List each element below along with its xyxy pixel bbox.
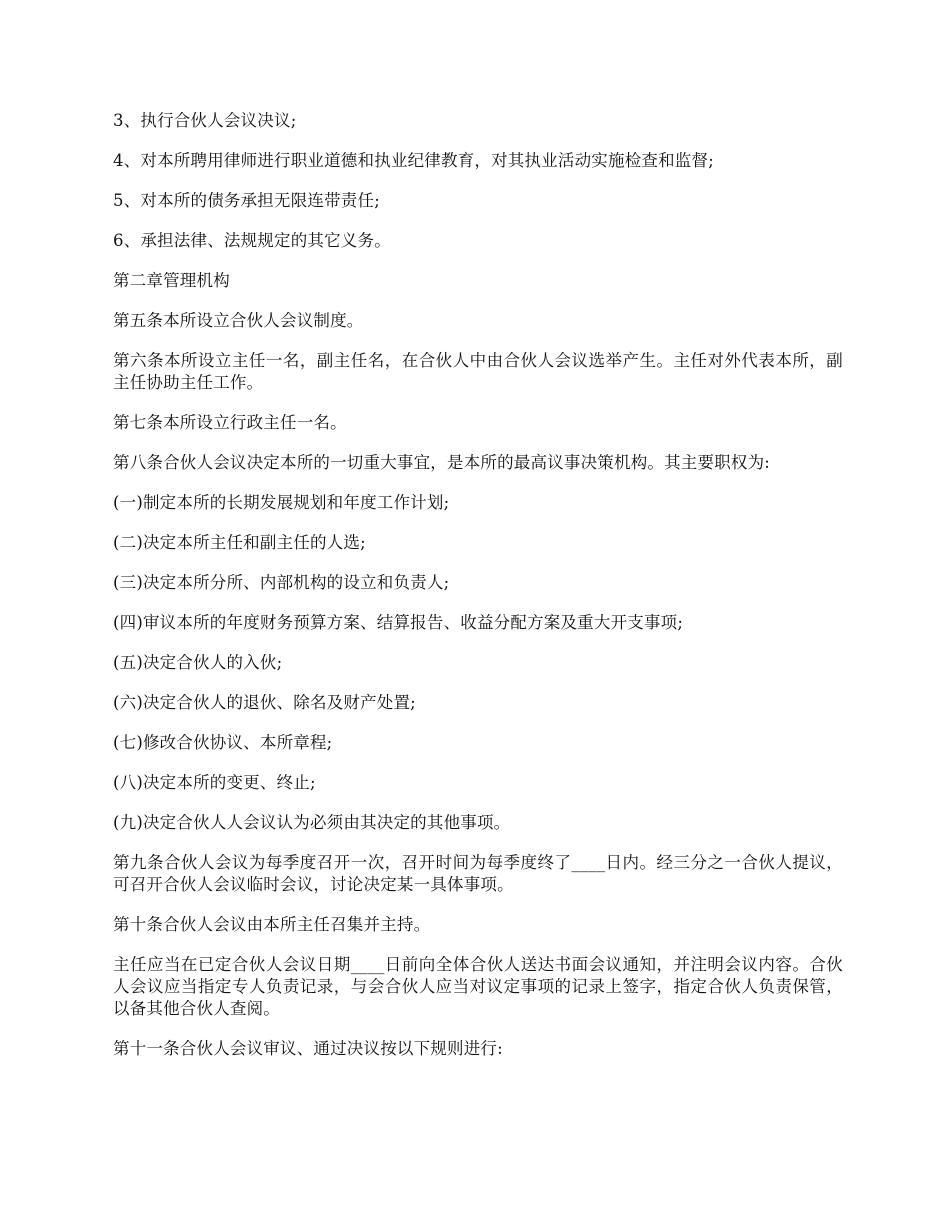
paragraph-4: 6、承担法律、法规规定的其它义务。 — [113, 231, 391, 250]
article-11: 第十一条合伙人会议审议、通过决议按以下规则进行: — [113, 1039, 503, 1058]
document-page — [113, 110, 843, 1078]
article-10: 第十条合伙人会议由本所主任召集并主持。 — [113, 915, 431, 934]
power-item-2: (二)决定本所主任和副主任的人选; — [113, 533, 366, 552]
power-item-4: (四)审议本所的年度财务预算方案、结算报告、收益分配方案及重大开支事项; — [113, 613, 684, 632]
article-9: 第九条合伙人会议为每季度召开一次，召开时间为每季度终了____日内。经三分之一合伙人提议，可召开合伙人会议临时会议，讨论决定某一具体事项。 — [113, 853, 843, 894]
article-6: 第六条本所设立主任一名，副主任名，在合伙人中由合伙人会议选举产生。主任对外代表本所，副主任协助主任工作。 — [113, 351, 843, 392]
power-item-6: (六)决定合伙人的退伙、除名及财产处置; — [113, 693, 416, 712]
article-8: 第八条合伙人会议决定本所的一切重大事宜，是本所的最高议事决策机构。其主要职权为: — [113, 453, 771, 472]
power-item-1: (一)制定本所的长期发展规划和年度工作计划; — [113, 493, 450, 512]
power-item-9: (九)决定合伙人人会议认为必须由其决定的其他事项。 — [113, 813, 511, 832]
power-item-5: (五)决定合伙人的入伙; — [113, 653, 283, 672]
power-item-7: (七)修改合伙协议、本所章程; — [113, 733, 333, 752]
paragraph-1: 3、执行合伙人会议决议; — [113, 111, 297, 130]
power-item-8: (八)决定本所的变更、终止; — [113, 773, 316, 792]
chapter-heading: 第二章管理机构 — [113, 271, 230, 290]
paragraph-3: 5、对本所的债务承担无限连带责任; — [113, 191, 380, 210]
power-item-3: (三)决定本所分所、内部机构的设立和负责人; — [113, 573, 450, 592]
meeting-notice-paragraph: 主任应当在已定合伙人会议日期____日前向全体合伙人送达书面会议通知，并注明会议内容。合伙人会议应当指定专人负责记录，与会合伙人应当对议定事项的记录上签字，指定合伙人负责保管，以备其他合伙人查阅。 — [113, 955, 843, 1018]
paragraph-2: 4、对本所聘用律师进行职业道德和执业纪律教育，对其执业活动实施检查和监督; — [113, 151, 714, 170]
article-5: 第五条本所设立合伙人会议制度。 — [113, 311, 364, 330]
article-7: 第七条本所设立行政主任一名。 — [113, 413, 347, 432]
